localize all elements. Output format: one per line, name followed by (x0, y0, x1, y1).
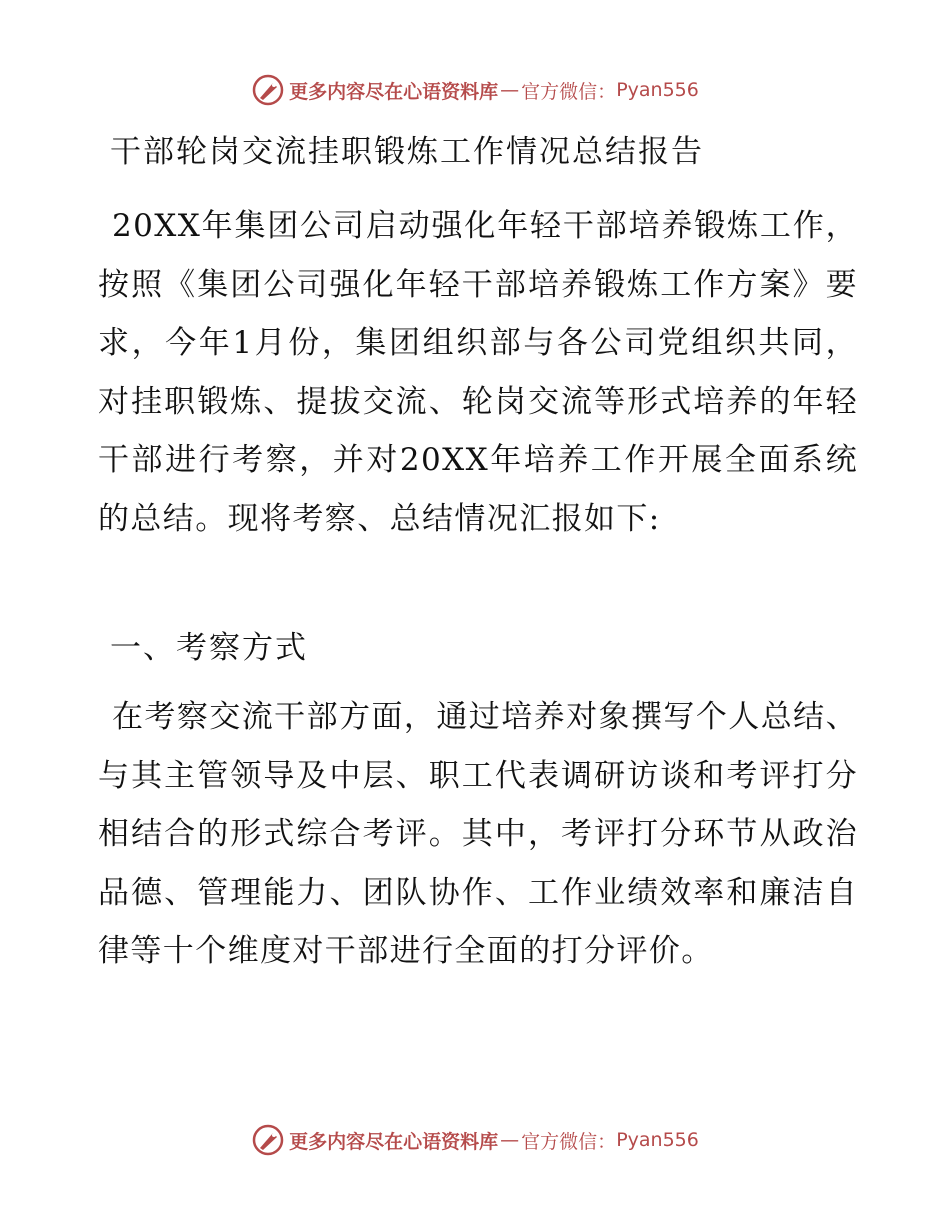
body-paragraph: 在考察交流干部方面，通过培养对象撰写个人总结、与其主管领导及中层、职工代表调研访谈和考评打分相结合的形式综合考评。其中，考评打分环节从政治品德、管理能力、团队协作、工作业绩效率和廉洁自律等十个维度对干部进行全面的打分评价。 (98, 699, 858, 969)
section-heading: 一、考察方式 (110, 630, 308, 666)
banner-separator: — (500, 79, 520, 101)
footer-watermark-banner (0, 1120, 950, 1160)
pen-nib-logo-icon (251, 73, 285, 107)
banner-separator: — (500, 1129, 520, 1151)
banner-wechat-label: 官方微信： (521, 80, 617, 103)
pen-nib-logo-icon (251, 1123, 285, 1157)
document-title: 干部轮岗交流挂职锻炼工作情况总结报告 (110, 134, 704, 170)
banner-wechat-label: 官方微信： (521, 1130, 617, 1153)
intro-paragraph: 20XX年集团公司启动强化年轻干部培养锻炼工作，按照《集团公司强化年轻干部培养锻炼工作方案》要求，今年1月份，集团组织部与各公司党组织共同，对挂职锻炼、提拔交流、轮岗交流等形式培养的年轻干部进行考察，并对20XX年培养工作开展全面系统的总结。现将考察、总结情况汇报如下: (98, 208, 858, 537)
banner-site-text: 更多内容尽在心语资料库 (289, 1130, 499, 1153)
banner-wechat-id: Pyan556 (616, 1129, 699, 1151)
banner-site-text: 更多内容尽在心语资料库 (289, 80, 499, 103)
banner-wechat-id: Pyan556 (616, 79, 699, 101)
header-watermark-banner (0, 70, 950, 110)
